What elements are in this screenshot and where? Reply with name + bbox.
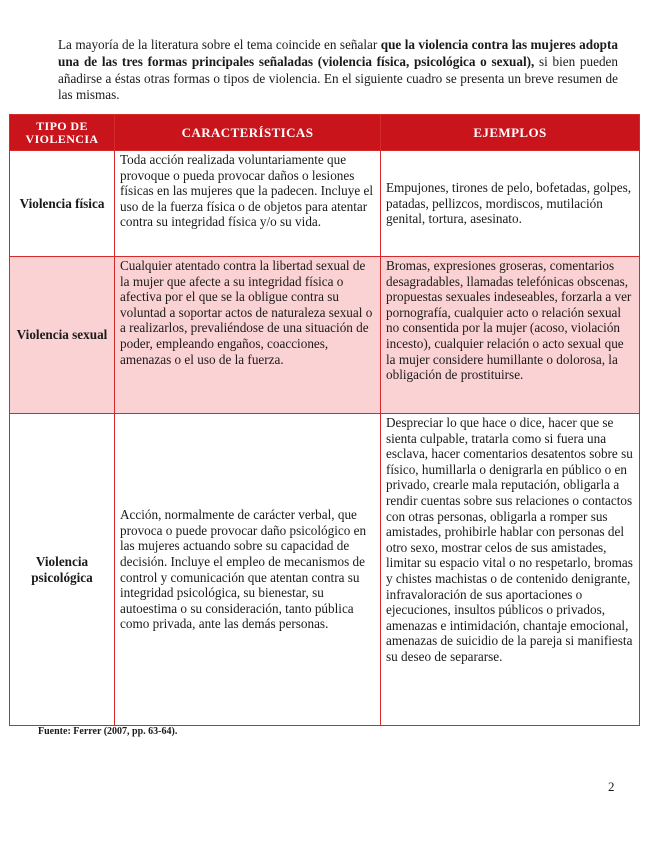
intro-text-bold: que la violencia contra las mujeres adopta una de las tres formas principales señaladas (violencia física, psicológica o sexual), <box>58 37 619 69</box>
violence-types-table <box>9 114 640 726</box>
page-number: 2 <box>608 779 615 794</box>
table-header-row <box>10 115 640 151</box>
row-characteristics-sexual: Cualquier atentado contra la libertad sexual de la mujer que afecte a su integridad física o afectiva por el que se la obligue contra su voluntad a soportar actos de naturaleza sexual o a realizarlos, prevaliéndose de una situación de poder, empleando engaños, coacciones, amenazas o el uso de la fuerza. <box>115 257 381 414</box>
row-type-psicologica: Violencia psicológica <box>10 414 115 726</box>
row-characteristics-psicologica: Acción, normalmente de carácter verbal, que provoca o puede provocar daño psicológico en las mujeres actuando sobre su capacidad de decisión. Incluye el empleo de mecanismos de control y comunicación que atentan contra su integridad psicológica, su bienestar, su autoestima o su consideración, tanto pública como privada, ante las demás personas. <box>115 414 381 726</box>
row-examples-psicologica: Despreciar lo que hace o dice, hacer que se sienta culpable, tratarla como si fuera una esclava, hacer comentarios desatentos sobre su físico, humillarla o denigrarla en público o en privado, crearle mala reputación, obligarla a rendir cuentas sobre sus relaciones o contactos con otras personas, obligarla a romper sus amistades, prohibirle hablar con personas del otro sexo, mostrar celos de sus amistades, limitar su espacio vital o no respetarlo, bromas y chistes machistas o de contenido denigrante, infravaloración de sus aportaciones o ejecuciones, insultos públicos o privados, amenazas e intimidación, chantaje emocional, amenazas de suicidio de la pareja si manifiesta su deseo de separarse. <box>381 414 640 726</box>
table-row <box>10 151 640 257</box>
table-row <box>10 257 640 414</box>
source-note: Fuente: Ferrer (2007, pp. 63-64). <box>38 726 178 737</box>
intro-paragraph <box>58 37 618 104</box>
row-characteristics-fisica: Toda acción realizada voluntariamente que provoque o pueda provocar daños o lesiones físicas en las mujeres que la padecen. Incluye el uso de la fuerza física o de objetos para atentar contra su integridad física y/o su vida. <box>115 151 381 257</box>
row-examples-fisica: Empujones, tirones de pelo, bofetadas, golpes, patadas, pellizcos, mordiscos, mutilación genital, tortura, asesinato. <box>381 151 640 257</box>
row-type-sexual: Violencia sexual <box>10 257 115 414</box>
table-row <box>10 414 640 726</box>
row-type-fisica: Violencia física <box>10 151 115 257</box>
intro-text-start: La mayoría de la literatura sobre el tema coincide en señalar <box>58 37 381 52</box>
row-examples-sexual: Bromas, expresiones groseras, comentarios desagradables, llamadas telefónicas obscenas, propuestas sexuales indeseables, forzarla a ver pornografía, cualquier acto o relación sexual no consentida por la mujer (acoso, violación incesto), cualquier relación o acto sexual que la mujer considere humillante o dolorosa, la obligación de prostituirse. <box>381 257 640 414</box>
header-type: TIPO DE VIOLENCIA <box>10 115 115 151</box>
header-examples: EJEMPLOS <box>381 115 640 151</box>
intro-text-end: si bien pueden añadirse a éstas otras formas o tipos de violencia. En el siguiente cuadro se presenta un breve resumen de las mismas. <box>58 53 618 103</box>
header-characteristics: CARACTERÍSTICAS <box>115 115 381 151</box>
